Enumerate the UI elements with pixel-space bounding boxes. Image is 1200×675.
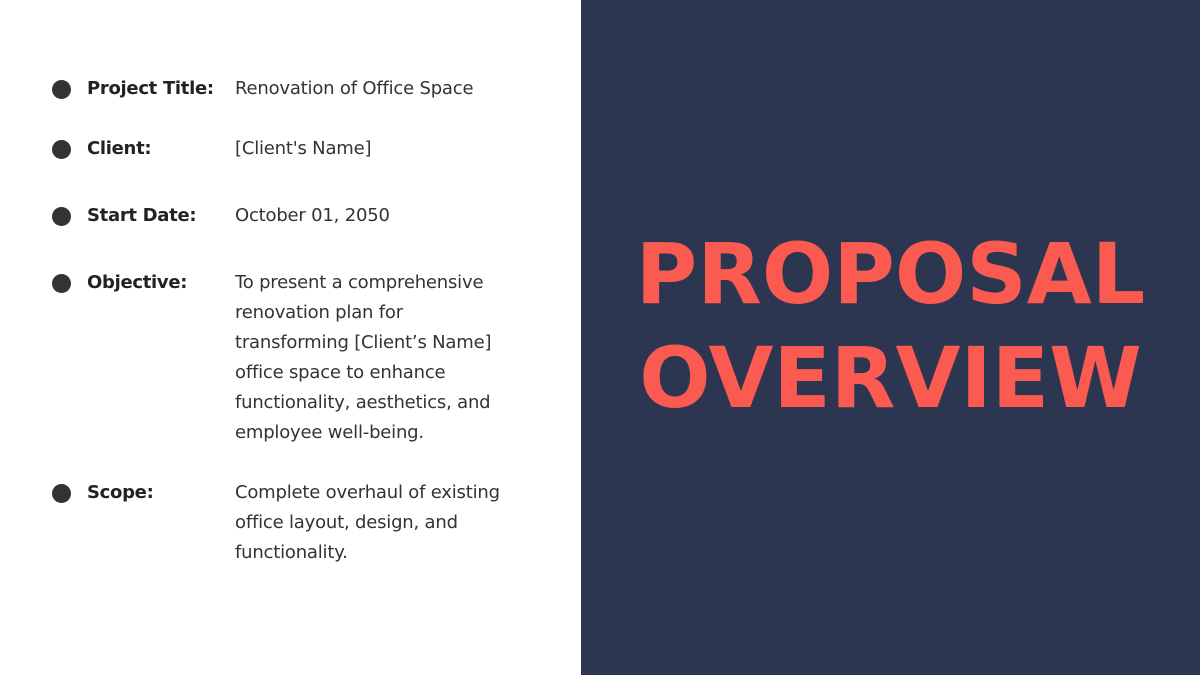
bullet-icon (52, 140, 71, 159)
bullet-icon (52, 484, 71, 503)
start-date-label: Start Date: (87, 205, 197, 226)
bullet-icon (52, 207, 71, 226)
heading-line-1: PROPOSAL (635, 225, 1146, 323)
headline-panel (581, 0, 1200, 675)
heading-line-2: OVERVIEW (639, 329, 1142, 427)
objective-value: To present a comprehensive renovation plan for transforming [Client’s Name] office space to enhance functionality, aesthetics, and employee well-being. (235, 272, 492, 443)
scope-label: Scope: (87, 482, 154, 503)
start-date-value: October 01, 2050 (235, 205, 390, 226)
scope-value: Complete overhaul of existing office layout, design, and functionality. (235, 482, 500, 563)
project-title-label: Project Title: (87, 78, 214, 99)
bullet-icon (52, 80, 71, 99)
client-label: Client: (87, 138, 152, 159)
bullet-icon (52, 274, 71, 293)
objective-label: Objective: (87, 272, 188, 293)
proposal-overview-heading (581, 222, 1200, 430)
client-value: [Client's Name] (235, 138, 372, 159)
project-title-value: Renovation of Office Space (235, 78, 474, 99)
details-panel (0, 0, 581, 675)
